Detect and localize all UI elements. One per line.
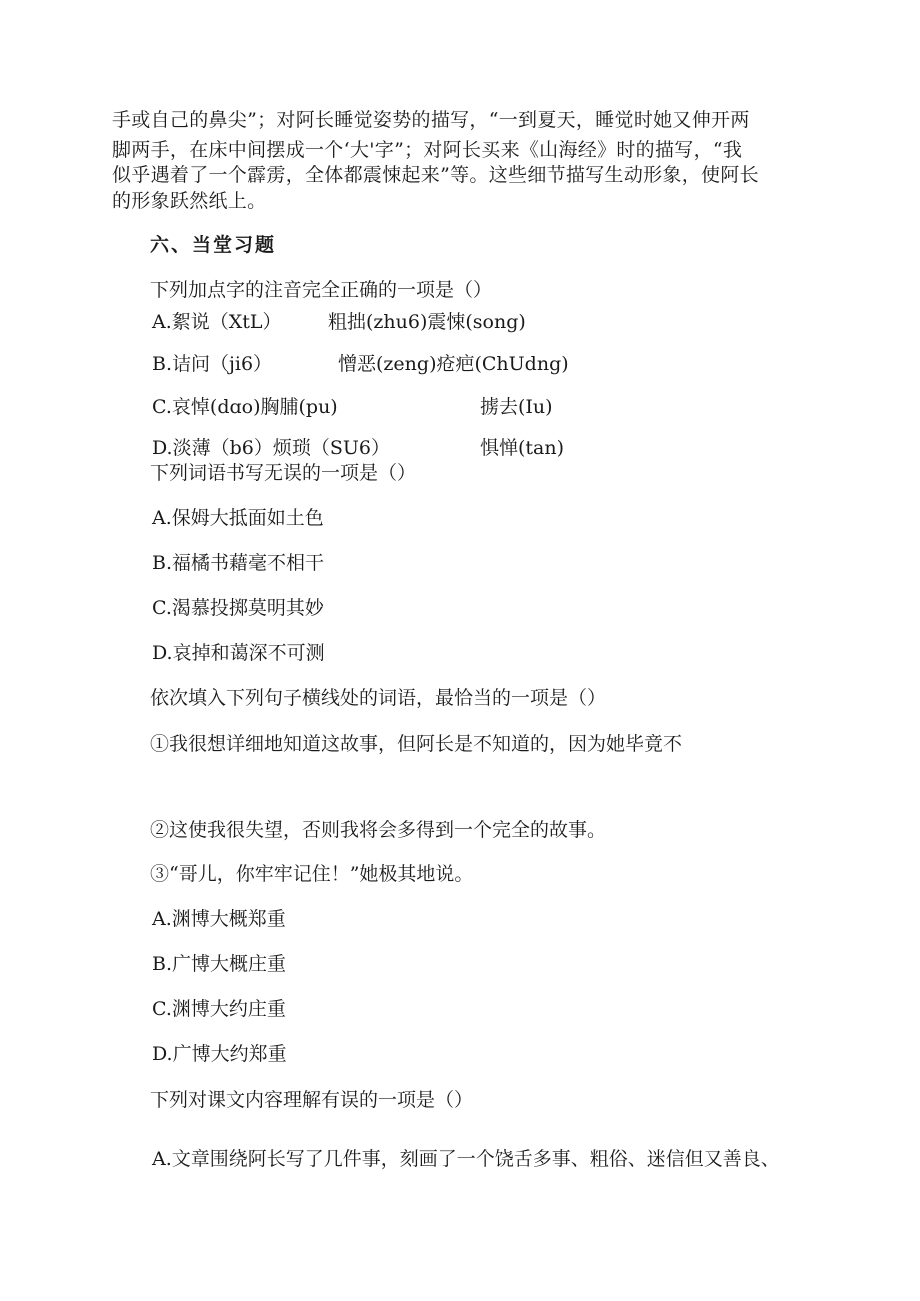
intro-line: 的形象跃然纸上。	[112, 190, 267, 212]
option-b	[152, 352, 752, 376]
option-a-text: 粗拙(zhu6)震悚(song)	[328, 311, 526, 333]
option-b: B.广博大概庄重	[152, 953, 287, 975]
option-d-text: D.淡薄（b6）烦琐（SU6）	[152, 437, 390, 459]
option-a-text: A.絮说（XtL）	[152, 311, 282, 333]
option-a: A.文章围绕阿长写了几件事，刻画了一个饶舌多事、粗俗、迷信但又善良、	[152, 1148, 780, 1170]
sentence-2: ②这使我很失望，否则我将会多得到一个完全的故事。	[150, 819, 607, 841]
option-d-text: 惧惮(tan)	[480, 437, 565, 459]
option-d: D.广博大约郑重	[152, 1043, 287, 1065]
option-c	[152, 395, 752, 419]
option-c-text: 掳去(Iu)	[480, 396, 553, 418]
intro-line: 似乎遇着了一个霹雳，全体都震悚起来”等。这些细节描写生动形象，使阿长	[112, 164, 759, 186]
option-b-text: B.诘问（ji6）	[152, 353, 273, 375]
sentence-3: ③“哥儿，你牢牢记住！”她极其地说。	[150, 863, 474, 885]
option-a: A.保姆大抵面如土色	[152, 507, 324, 529]
option-a: A.渊博大概郑重	[152, 908, 286, 930]
sentence-1: ①我很想详细地知道这故事，但阿长是不知道的，因为她毕竟不	[150, 733, 683, 755]
option-c: C.渴慕投掷莫明其妙	[152, 597, 324, 619]
option-b: B.福橘书藉毫不相干	[152, 552, 325, 574]
intro-line: 脚两手，在床中间摆成一个‘大'字”；对阿长买来《山海经》时的描写，“我	[112, 139, 743, 161]
option-b-text: 憎恶(zeng)疮疤(ChUdng)	[338, 353, 569, 375]
question-stem: 依次填入下列句子横线处的词语，最恰当的一项是（）	[150, 687, 607, 709]
question-stem: 下列对课文内容理解有误的一项是（）	[150, 1089, 474, 1111]
question-stem: 下列加点字的注音完全正确的一项是（）	[150, 279, 493, 301]
option-d: D.哀掉和蔼深不可测	[152, 642, 325, 664]
option-c-text: C.哀悼(dɑo)胸脯(pu)	[152, 396, 338, 418]
option-c: C.渊博大约庄重	[152, 998, 286, 1020]
section-heading: 六、当堂习题	[150, 234, 277, 256]
option-a	[152, 310, 752, 334]
intro-line: 手或自己的鼻尖”；对阿长睡觉姿势的描写，“一到夏天，睡觉时她又伸开两	[112, 109, 750, 131]
option-d	[152, 436, 752, 460]
question-stem: 下列词语书写无误的一项是（）	[150, 462, 417, 484]
